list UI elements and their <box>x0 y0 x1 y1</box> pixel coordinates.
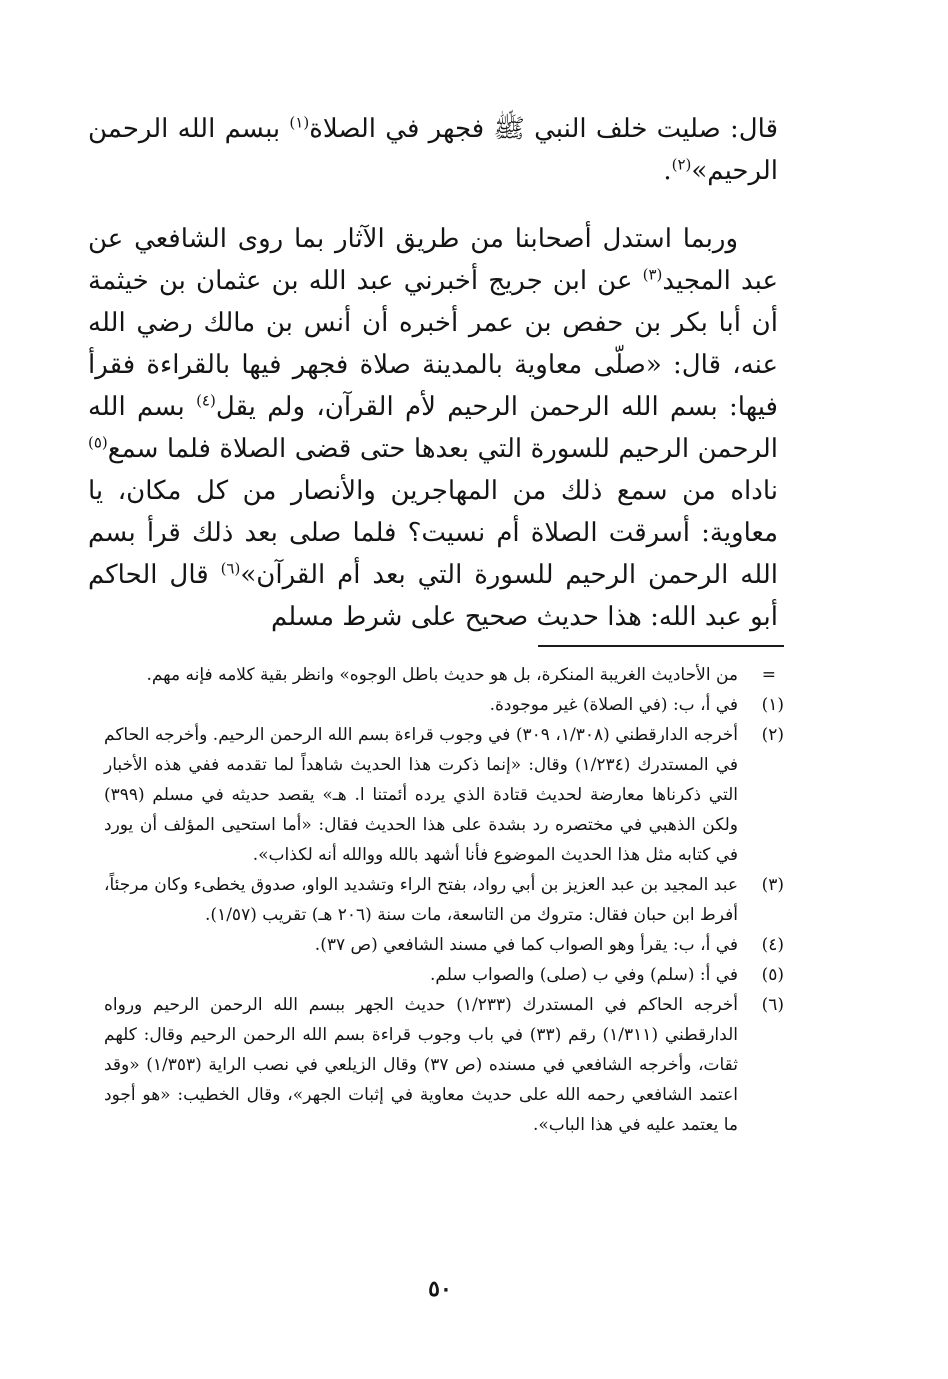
footnote-marker-3: (٣) <box>642 265 663 284</box>
footnote-marker-5: (٥) <box>88 433 108 452</box>
footnote-4 <box>104 930 784 960</box>
footnote-number: (٥) <box>761 965 784 985</box>
footnote-5 <box>104 960 784 990</box>
footnote-text: أخرجه الدارقطني (١/٣٠٨، ٣٠٩) في وجوب قراءة بسم الله الرحمن الرحيم. وأخرجه الحاكم في المستدرك (١/٢٣٤) وقال: «إنما ذكرت هذا الحديث شاهداً لما تقدمه ففي هذه الأخبار التي ذكرناها معارضة لحديث قتادة الذي يرده أئمتنا ا. هـ» يقصد حديثه في مسلم (٣٩٩) ولكن الذهبي في مختصره رد بشدة على هذا الحديث فقال: «أما استحيى المؤلف أن يورد في كتابه مثل هذا الحديث الموضوع فأنا أشهد بالله ووالله أنه لكذاب». <box>104 725 739 865</box>
paragraph-2-text-b: عن ابن جريج أخبرني عبد الله بن عثمان بن خيثمة أن أبا بكر بن حفص بن عمر أخبره أن أنس بن مالك رضي الله عنه، قال: «صلّى معاوية بالمدينة صلاة فجهر فيها بالقراءة فقرأ فيها: بسم الله الرحمن الرحيم لأم القرآن، ولم يقل <box>88 266 778 422</box>
footnote-6 <box>104 990 784 1140</box>
footnote-number: = <box>761 665 776 685</box>
footnote-marker-1: (١) <box>289 113 310 132</box>
footnote-text: في أ: (سلم) وفي ب (صلى) والصواب سلم. <box>430 965 738 985</box>
footnote-marker-2: (٢) <box>671 155 692 174</box>
footnote-number: (٣) <box>761 875 784 895</box>
footnote-text: من الأحاديث الغريبة المنكرة، بل هو حديث باطل الوجوه» وانظر بقية كلامه فإنه مهم. <box>146 665 738 685</box>
footnote-number: (١) <box>761 695 784 715</box>
footnote-text: في أ، ب: يقرأ وهو الصواب كما في مسند الشافعي (ص ٣٧). <box>314 935 738 955</box>
footnote-1 <box>104 690 784 720</box>
paragraph-2 <box>88 218 778 638</box>
main-text <box>88 108 778 638</box>
paragraph-1 <box>88 108 778 192</box>
paragraph-2-text-a: وربما استدل أصحابنا من طريق الآثار بما روى الشافعي عن عبد المجيد <box>88 224 778 296</box>
paragraph-1-text-c: . <box>663 156 672 186</box>
paragraph-1-text-a: قال: صليت خلف النبي ﷺ فجهر في الصلاة <box>309 114 778 144</box>
footnote-marker-4: (٤) <box>196 391 216 410</box>
footnotes <box>104 660 784 1140</box>
footnote-text: أخرجه الحاكم في المستدرك (١/٢٣٣) حديث الجهر ببسم الله الرحمن الرحيم ورواه الدارقطني (١/٣١١) رقم (٣٣) في باب وجوب قراءة بسم الله الرحمن الرحيم وقال: كلهم ثقات، وأخرجه الشافعي في مسنده (ص ٣٧) وقال الزيلعي في نصب الراية (١/٣٥٣) «وقد اعتمد الشافعي رحمه الله على حديث معاوية في إثبات الجهر»، وقال الخطيب: «هو أجود ما يعتمد عليه في هذا الباب». <box>104 995 739 1135</box>
footnote-continuation <box>104 660 784 690</box>
footnote-number: (٤) <box>761 935 784 955</box>
footnote-text: في أ، ب: (في الصلاة) غير موجودة. <box>489 695 738 715</box>
footnote-marker-6: (٦) <box>220 559 241 578</box>
paragraph-2-text-c: بسم الله الرحمن الرحيم للسورة التي بعدها حتى قضى الصلاة فلما سمع <box>88 392 778 464</box>
paragraph-1-text-b: ببسم الله الرحمن الرحيم» <box>88 114 778 186</box>
footnote-number: (٢) <box>761 725 784 745</box>
footnote-3 <box>104 870 784 930</box>
paragraph-2-text-e: قال الحاكم أبو عبد الله: هذا حديث صحيح على شرط مسلم <box>88 560 778 632</box>
footnote-number: (٦) <box>761 995 784 1015</box>
paragraph-2-text-d: ناداه من سمع ذلك من المهاجرين والأنصار من كل مكان، يا معاوية: أسرقت الصلاة أم نسيت؟ فلما صلى بعد ذلك قرأ بسم الله الرحمن الرحيم للسورة التي بعد أم القرآن» <box>88 476 778 590</box>
footnote-2 <box>104 720 784 870</box>
footnote-text: عبد المجيد بن عبد العزيز بن أبي رواد، بفتح الراء وتشديد الواو، صدوق يخطىء وكان مرجئاً، أفرط ابن حبان فقال: متروك من التاسعة، مات سنة (٢٠٦ هـ) تقريب (١/٥٧). <box>104 875 738 925</box>
page-number: ٥٠ <box>428 1276 452 1302</box>
footnote-separator <box>538 645 784 647</box>
